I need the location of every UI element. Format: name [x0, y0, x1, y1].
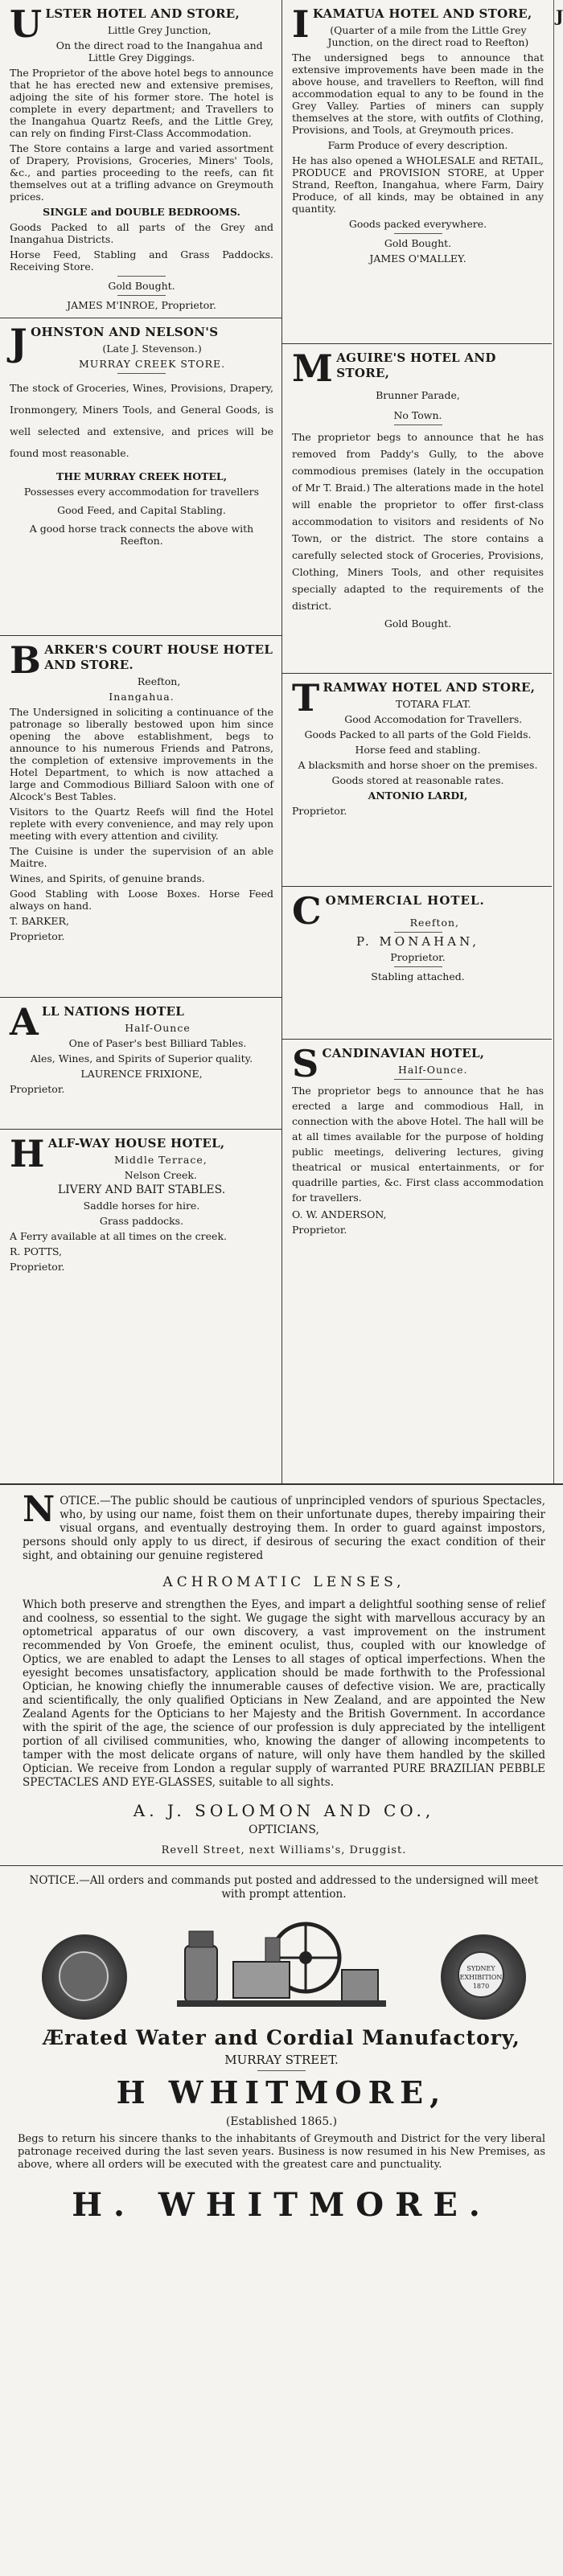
ad-body: One of Paser's best Billiard Tables.: [68, 1037, 247, 1049]
firm-name: A. J. SOLOMON AND CO.,: [133, 1801, 435, 1820]
ad-body: A blacksmith and horse shoer on the premises.: [298, 759, 538, 771]
ad-tramway: [282, 674, 552, 887]
notice-body: Which both preserve and strengthen the Eyes, and impart a delightful soothing sense of relief and coolness, so essential to the sight. We gugage the sight with marvellous accuracy by an optometrical apparatus of our own discovery, a vast improvement on the instrument recommended by Von Groefe, the eminent oculist, thus, coupled with our knowledge of Optics, we are enabled to adapt the Lenses to all stages of optical imperfections. When the eyesight becomes unsatisfactory, application should be made forthwith to the Professional Optician, he knowing chiefly the innumerable causes of defective vision. We are, practically and scientifically, the only qualified Opticians in New Zealand, and are appointed the New Zealand Agents for the Opticians to her Majesty and the British Government. In accordance with the spirit of the age, the science of our profession is duly appreciated by the intelligent portion of all civilised communities, who, knowing the danger of allowing incompetents to tamper with the most delicate organs of nature, will only have them handled by the skilled Optician. We receive from London a regular supply of warranted PURE BRAZILIAN PEBBLE SPECTACLES AND EYE-GLASSES, suitable to all sights.: [23, 1598, 545, 1789]
ad-body: The Cuisine is under the supervision of an able Maitre.: [10, 845, 273, 869]
rule: [394, 233, 442, 234]
ad-body: Saddle horses for hire.: [83, 1200, 200, 1212]
proprietor-name: H WHITMORE,: [116, 2074, 447, 2110]
drop-cap: I: [292, 2, 310, 46]
ad-signature: Proprietor.: [292, 1224, 347, 1236]
ad-body: The stock of Groceries, Wines, Provisions, Drapery, Ironmongery, Miners Tools, and General Goods, is well selected and extensive, and prices will be found most reasonable.: [10, 382, 273, 459]
ad-subtitle: (Quarter of a mile from the Little Grey Junction, on the direct road to Reefton): [327, 24, 529, 48]
ad-body: Stabling attached.: [371, 970, 465, 982]
ad-body: A good horse track connects the above with Reefton.: [29, 523, 254, 547]
ad-body: Horse feed and stabling.: [355, 744, 481, 756]
ad-scandinavian: [282, 1040, 552, 1236]
ad-subtitle: Proprietor.: [390, 951, 446, 963]
ad-body: Horse Feed, Stabling and Grass Paddocks. Receiving Store.: [10, 248, 273, 273]
ad-body: Farm Produce of every description.: [327, 139, 508, 151]
drop-cap: N: [23, 1489, 55, 1530]
ad-subtitle: Half-Ounce: [125, 1022, 191, 1034]
ad-subtitle: (Late J. Stevenson.): [102, 343, 202, 355]
ad-body: Ales, Wines, and Spirits of Superior quality.: [30, 1052, 253, 1064]
ad-title: ALF-WAY HOUSE HOTEL,: [47, 1136, 225, 1151]
manufactory-title: Ærated Water and Cordial Manufactory,: [43, 2026, 520, 2049]
drop-cap: S: [292, 1042, 319, 1085]
ad-signature: LAURENCE FRIXIONE,: [80, 1068, 203, 1080]
left-column: [0, 0, 282, 1483]
rule: [394, 1079, 442, 1080]
ad-barker: [0, 636, 282, 998]
ad-body: Visitors to the Quartz Reefs will find the Hotel replete with every convenience, and may rely upon meeting with every attention and civility.: [10, 806, 273, 842]
ad-subtitle: Middle Terrace,: [114, 1154, 208, 1166]
drop-cap: J: [10, 321, 28, 364]
ad-ulster: [0, 0, 282, 318]
ad-title: LSTER HOTEL AND STORE,: [45, 6, 240, 21]
ad-subtitle: TOTARA FLAT.: [396, 698, 471, 710]
ad-body: A Ferry available at all times on the creek.: [10, 1230, 228, 1242]
rule: [257, 2070, 306, 2071]
ad-body: Goods Packed to all parts of the Grey and Inangahua Districts.: [10, 221, 273, 245]
ad-body: Goods packed everywhere.: [348, 218, 487, 230]
ad-ikamatua: [282, 0, 552, 344]
ad-body: Possesses every accommodation for travellers: [23, 486, 260, 498]
ad-commercial: [282, 887, 552, 1040]
ad-title: RAMWAY HOTEL AND STORE,: [323, 680, 536, 695]
rule: [0, 1865, 563, 1866]
ad-body: Good Feed, and Capital Stabling.: [57, 504, 226, 516]
ad-signature: Proprietor.: [10, 1261, 65, 1273]
ad-signature: JAMES O'MALLEY.: [369, 252, 466, 265]
drop-cap: T: [292, 676, 320, 720]
ad-subtitle: MURRAY CREEK STORE.: [78, 358, 226, 370]
ad-signature: O. W. ANDERSON,: [292, 1208, 387, 1220]
ad-line: Gold Bought.: [384, 617, 452, 630]
footer-name: H. WHITMORE.: [72, 2186, 491, 2224]
firm-address: Revell Street, next Williams's, Druggist.: [161, 1844, 407, 1856]
ad-body: The Undersigned in soliciting a continuance of the patronage so liberally bestowed upon him since opening the above establishment, begs to announce to his numerous Friends and Patrons, the completion of extensive improvements in the Hotel Department, to which is now attached a large and Commodious Billiard Saloon with one of Alcock's Best Tables.: [10, 706, 273, 802]
ad-line: SINGLE and DOUBLE BEDROOMS.: [43, 206, 240, 218]
machinery-illustration: [169, 1914, 394, 2018]
manufactory-street: MURRAY STREET.: [224, 2053, 339, 2067]
ad-signature: Proprietor.: [10, 930, 65, 942]
ad-subtitle: Nelson Creek.: [124, 1169, 197, 1181]
ad-heading: ACHROMATIC LENSES,: [162, 1574, 405, 1590]
ad-body: Grass paddocks.: [99, 1215, 184, 1227]
lower-section: [0, 1483, 563, 2576]
ad-halfway: [0, 1130, 282, 1323]
ad-title: AGUIRE'S HOTEL AND STORE,: [336, 351, 496, 380]
ad-body: Goods stored at reasonable rates.: [331, 774, 504, 786]
firm-role: OPTICIANS,: [249, 1823, 319, 1836]
ad-subtitle: Reefton,: [137, 675, 181, 687]
drop-cap: M: [292, 347, 334, 390]
ad-subtitle: No Town.: [393, 409, 442, 421]
ad-body: Wines, and Spirits, of genuine brands.: [10, 872, 205, 884]
ad-title: ARKER'S COURT HOUSE HOTEL AND STORE.: [44, 642, 273, 672]
drop-cap: B: [10, 638, 42, 682]
ad-signature: JAMES M'INROE, Proprietor.: [67, 299, 216, 311]
notice-orders: [0, 1874, 563, 1901]
rule: [117, 373, 166, 374]
ad-subtitle: Little Grey Junction,: [107, 24, 212, 36]
ad-body: The Proprietor of the above hotel begs to announce that he has erected new and extensive premises, adjoing the site of his former store. The hotel is complete in every department; and Travellers to the Inangahua Quartz Reefs, and the Little Grey, can rely on finding First-Class Accommodation.: [10, 67, 273, 139]
notice-body: OTICE.—The public should be cautious of unprincipled vendors of spurious Spectacles, who, by using our name, foist them on their unfortunate dupes, thereby impairing their visual organs, and eventually destroying them. In order to guard against impostors, persons should only apply to us direct, if desirous of securing the exact condition of their sight, and obtaining our genuine registered: [23, 1495, 545, 1562]
medal-right: [441, 1934, 526, 2020]
ad-all-nations: [0, 998, 282, 1130]
ad-signature: ANTONIO LARDI,: [368, 790, 468, 802]
ad-solomon: [0, 1485, 563, 1857]
ad-subtitle: On the direct road to the Inangahua and Little Grey Diggings.: [55, 39, 263, 64]
ad-subtitle: Reefton,: [409, 917, 460, 929]
ad-body: Good Accomodation for Travellers.: [344, 713, 523, 725]
right-column: [282, 0, 552, 1483]
ad-body: The undersigned begs to announce that extensive improvements have been made in the above house, and travellers to Reefton, will find accommodation equal to any to be found in the Grey Valley. Parties of miners can supply themselves at the store, with outfits of Clothing, Provisions, and Tools, at Greymouth prices.: [292, 51, 544, 136]
rule: [394, 966, 442, 967]
ad-body: The proprietor begs to announce that he has removed from Paddy's Gully, to the above commodious premises (lately in the occupation of Mr T. Braid.) The alterations made in the hotel will enable the proprietor to offer first-class accommodation to visitors and residents of No Town, or the district. The store contains a carefully selected stock of Groceries, Provisions, Clothing, Miners Tools, and other requisites specially adapted to the requirements of the district.: [292, 431, 544, 612]
rule: [117, 295, 166, 296]
ad-line: LIVERY AND BAIT STABLES.: [57, 1183, 226, 1196]
drop-cap: U: [10, 2, 43, 46]
ad-subtitle: Brunner Parade,: [376, 389, 460, 401]
ad-title: OHNSTON AND NELSON'S: [31, 325, 219, 339]
ad-line: Gold Bought.: [384, 237, 452, 249]
ad-subtitle: Inangahua.: [109, 691, 175, 703]
ad-body: Goods Packed to all parts of the Gold Fields.: [304, 728, 532, 740]
ad-body: The proprietor begs to announce that he has erected a large and commodious Hall, in connection with the above Hotel. The hall will be at all times available for the purpose of holding public meetings, delivering lectures, giving theatrical or musical entertainments, or for quadrille parties, &c. First class accommodation for travellers.: [292, 1085, 544, 1204]
ad-subtitle: Half-Ounce.: [398, 1064, 468, 1076]
ad-maguire: [282, 344, 552, 674]
ad-whitmore: [0, 1904, 563, 2547]
ad-line: Gold Bought.: [108, 280, 175, 292]
edge-letter: J: [556, 6, 563, 26]
ad-signature: R. POTTS,: [10, 1245, 63, 1257]
ad-signature: T. BARKER,: [10, 915, 69, 927]
medal-text: SYDNEY EXHIBITION 1870: [458, 1951, 504, 1998]
ad-title: LL NATIONS HOTEL: [42, 1004, 185, 1019]
drop-cap: A: [10, 1000, 39, 1044]
established: (Established 1865.): [225, 2115, 338, 2128]
rule: [394, 932, 442, 933]
ad-signature: Proprietor.: [292, 805, 347, 817]
adjacent-column-edge: [553, 0, 563, 1483]
ad-title: CANDINAVIAN HOTEL,: [322, 1046, 485, 1060]
drop-cap: H: [10, 1132, 45, 1175]
ad-line: THE MURRAY CREEK HOTEL,: [55, 470, 228, 482]
ad-body: He has also opened a WHOLESALE and RETAIL, PRODUCE and PROVISION STORE, at Upper Strand, Reefton, Inangahua, where Farm, Dairy Produce, of all kinds, may be obtained in any quantity.: [292, 154, 544, 215]
rule: [117, 276, 166, 277]
ad-johnston: [0, 318, 282, 636]
notice-body: NOTICE.—All orders and commands put posted and addressed to the undersigned will meet with prompt attention.: [29, 1874, 539, 1901]
medal-left: [42, 1934, 127, 2020]
drop-cap: C: [292, 889, 323, 933]
ad-title: KAMATUA HOTEL AND STORE,: [312, 6, 532, 21]
ad-title: OMMERCIAL HOTEL.: [325, 893, 485, 908]
ad-name: P. MONAHAN,: [355, 934, 480, 949]
whitmore-body: Begs to return his sincere thanks to the inhabitants of Greymouth and District for the very liberal patronage received during the last seven years. Business is now resumed in his New Premises, as above, where all orders will be executed with the greatest care and punctuality.: [18, 2133, 545, 2171]
ad-body: The Store contains a large and varied assortment of Drapery, Provisions, Groceries, Miners' Tools, &c., and parties proceeding to the reefs, can fit themselves out at a trifling advance on Greymouth prices.: [10, 142, 273, 203]
ad-signature: Proprietor.: [10, 1083, 65, 1095]
ad-body: Good Stabling with Loose Boxes. Horse Feed always on hand.: [10, 888, 273, 912]
